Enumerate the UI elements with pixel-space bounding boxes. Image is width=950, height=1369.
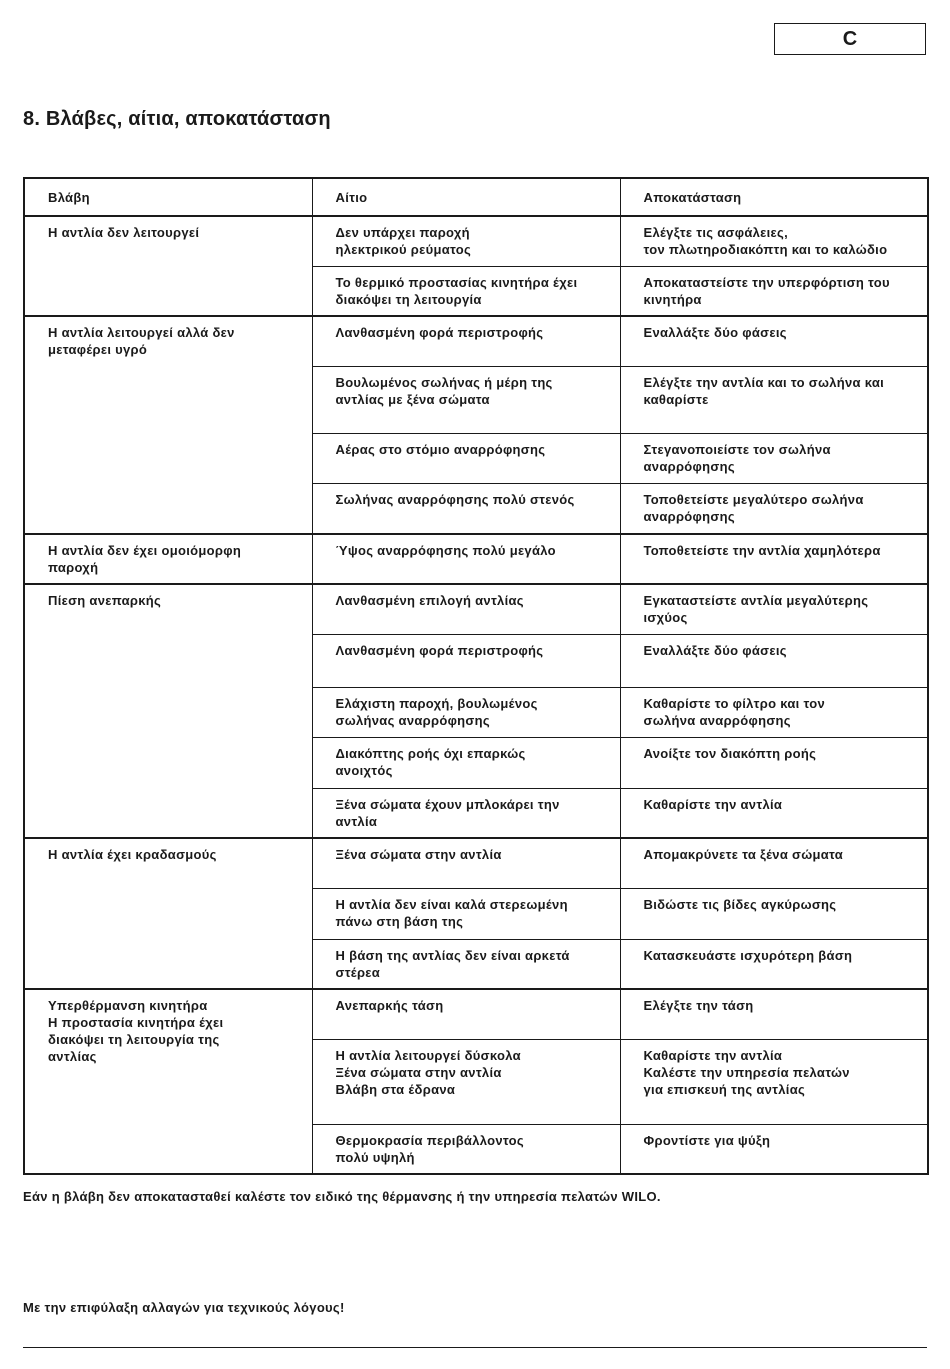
fault-cell: Η αντλία έχει κραδασμούς (24, 838, 312, 989)
cause-cell: Διακόπτης ροής όχι επαρκώς ανοιχτός (312, 737, 620, 788)
remedy-cell: Βιδώστε τις βίδες αγκύρωσης (620, 888, 928, 939)
table-header-row (24, 178, 928, 216)
cause-cell: Το θερμικό προστασίας κινητήρα έχει διακόψει τη λειτουργία (312, 266, 620, 316)
table-row (24, 316, 928, 366)
remedy-cell: Εναλλάξτε δύο φάσεις (620, 316, 928, 366)
cause-cell: Ελάχιστη παροχή, βουλωμένος σωλήνας αναρρόφησης (312, 687, 620, 737)
cause-cell: Ξένα σώματα έχουν μπλοκάρει την αντλία (312, 788, 620, 838)
remedy-cell: Κατασκευάστε ισχυρότερη βάση (620, 939, 928, 989)
remedy-cell: Εναλλάξτε δύο φάσεις (620, 634, 928, 687)
troubleshooting-table (23, 177, 929, 1175)
technical-changes-disclaimer: Με την επιφύλαξη αλλαγών για τεχνικούς λόγους! (23, 1300, 345, 1315)
cause-cell: Ανεπαρκής τάση (312, 989, 620, 1039)
cause-cell: Βουλωμένος σωλήνας ή μέρη της αντλίας με ξένα σώματα (312, 366, 620, 433)
remedy-cell: Ελέγξτε τις ασφάλειες, τον πλωτηροδιακόπτη και το καλώδιο (620, 216, 928, 266)
remedy-cell: Ελέγξτε την αντλία και το σωλήνα και καθαρίστε (620, 366, 928, 433)
cause-cell: Θερμοκρασία περιβάλλοντος πολύ υψηλή (312, 1124, 620, 1174)
remedy-cell: Τοποθετείστε μεγαλύτερο σωλήνα αναρρόφησης (620, 483, 928, 534)
cause-cell: Δεν υπάρχει παροχή ηλεκτρικού ρεύματος (312, 216, 620, 266)
page-section-letter-box (774, 23, 926, 55)
cause-cell: Ξένα σώματα στην αντλία (312, 838, 620, 888)
remedy-cell: Εγκαταστείστε αντλία μεγαλύτερης ισχύος (620, 584, 928, 634)
remedy-cell: Απομακρύνετε τα ξένα σώματα (620, 838, 928, 888)
fault-cell: Πίεση ανεπαρκής (24, 584, 312, 838)
cause-cell: Λανθασμένη επιλογή αντλίας (312, 584, 620, 634)
fault-cell: Υπερθέρμανση κινητήρα Η προστασία κινητήρα έχει διακόψει τη λειτουργία της αντλίας (24, 989, 312, 1174)
footer-note: Εάν η βλάβη δεν αποκατασταθεί καλέστε τον ειδικό της θέρμανσης ή την υπηρεσία πελατών WILO. (23, 1189, 661, 1204)
cause-cell: Σωλήνας αναρρόφησης πολύ στενός (312, 483, 620, 534)
cause-cell: Λανθασμένη φορά περιστροφής (312, 634, 620, 687)
page-title: 8. Βλάβες, αίτια, αποκατάσταση (23, 108, 331, 130)
cause-cell: Αέρας στο στόμιο αναρρόφησης (312, 433, 620, 483)
table-row (24, 216, 928, 266)
bottom-divider (23, 1347, 927, 1348)
cause-cell: Λανθασμένη φορά περιστροφής (312, 316, 620, 366)
remedy-cell: Στεγανοποιείστε τον σωλήνα αναρρόφησης (620, 433, 928, 483)
remedy-cell: Φροντίστε για ψύξη (620, 1124, 928, 1174)
cause-cell: Η αντλία λειτουργεί δύσκολα Ξένα σώματα στην αντλία Βλάβη στα έδρανα (312, 1039, 620, 1124)
cause-cell: Ύψος αναρρόφησης πολύ μεγάλο (312, 534, 620, 584)
fault-cell: Η αντλία λειτουργεί αλλά δεν μεταφέρει υγρό (24, 316, 312, 534)
remedy-cell: Αποκαταστείστε την υπερφόρτιση του κινητήρα (620, 266, 928, 316)
table-row (24, 534, 928, 584)
fault-cell: Η αντλία δεν έχει ομοιόμορφη παροχή (24, 534, 312, 584)
remedy-cell: Καθαρίστε την αντλία (620, 788, 928, 838)
table-row (24, 989, 928, 1039)
cause-cell: Η αντλία δεν είναι καλά στερεωμένη πάνω στη βάση της (312, 888, 620, 939)
page-section-letter: C (842, 27, 858, 50)
column-header-cause: Αίτιο (312, 178, 620, 216)
remedy-cell: Ανοίξτε τον διακόπτη ροής (620, 737, 928, 788)
remedy-cell: Καθαρίστε το φίλτρο και τον σωλήνα αναρρόφησης (620, 687, 928, 737)
remedy-cell: Καθαρίστε την αντλία Καλέστε την υπηρεσία πελατών για επισκευή της αντλίας (620, 1039, 928, 1124)
remedy-cell: Τοποθετείστε την αντλία χαμηλότερα (620, 534, 928, 584)
fault-cell: Η αντλία δεν λειτουργεί (24, 216, 312, 316)
table-row (24, 838, 928, 888)
cause-cell: Η βάση της αντλίας δεν είναι αρκετά στέρεα (312, 939, 620, 989)
column-header-fault: Βλάβη (24, 178, 312, 216)
table-body (24, 216, 928, 1174)
column-header-remedy: Αποκατάσταση (620, 178, 928, 216)
table-row (24, 584, 928, 634)
remedy-cell: Ελέγξτε την τάση (620, 989, 928, 1039)
